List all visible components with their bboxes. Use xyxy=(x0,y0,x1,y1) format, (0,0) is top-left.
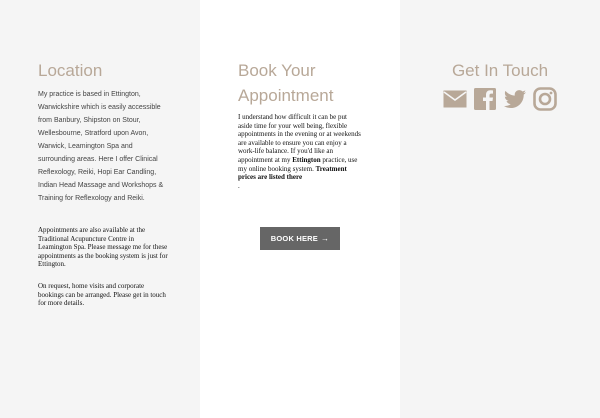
facebook-icon[interactable] xyxy=(473,87,497,111)
location-heading: Location xyxy=(38,61,103,80)
booking-column xyxy=(200,0,400,418)
booking-text-ettington: Ettington xyxy=(292,155,321,164)
location-appointments-text: Appointments are also available at the Traditional Acupuncture Centre in Leamington Spa. Please message me for these appointments as the booking system is just for Ettington. xyxy=(38,226,168,269)
booking-text-part2: practice, use my online booking system. xyxy=(238,155,358,173)
arrow-right-icon: → xyxy=(321,234,330,243)
instagram-icon[interactable] xyxy=(533,87,557,111)
twitter-icon[interactable] xyxy=(503,87,527,111)
booking-text-prices: Treatment prices are listed there xyxy=(238,164,347,182)
booking-text xyxy=(238,113,362,190)
email-icon[interactable] xyxy=(443,87,467,111)
location-visits-text: On request, home visits and corporate bookings can be arranged. Please get in touch for more details. xyxy=(38,282,166,308)
contact-heading: Get In Touch xyxy=(451,61,549,80)
book-here-button[interactable] xyxy=(260,227,340,250)
location-intro: My practice is based in Ettington, Warwickshire which is easily accessible from Banbury, Shipston on Stour, Wellesbourne, Stratford upon Avon, Warwick, Leamington Spa and surrounding areas. Here I offer Clinical Reflexology, Reiki, Hopi Ear Candling, Indian Head Massage and Workshops & Training for Reflexology and Reiki. xyxy=(38,91,164,202)
book-here-label: BOOK HERE xyxy=(270,234,319,243)
location-column xyxy=(0,0,200,418)
booking-text-end: . xyxy=(238,181,240,190)
contact-column xyxy=(400,0,600,418)
booking-text-part1: I understand how difficult it can be put aside time for your well being, flexible appointments in the evening or at weekends are available to ensure you can enjoy a work-life balance. If you'd like an appointment at my xyxy=(238,113,361,164)
social-icons xyxy=(443,87,557,111)
booking-heading: Book Your Appointment xyxy=(238,61,334,105)
